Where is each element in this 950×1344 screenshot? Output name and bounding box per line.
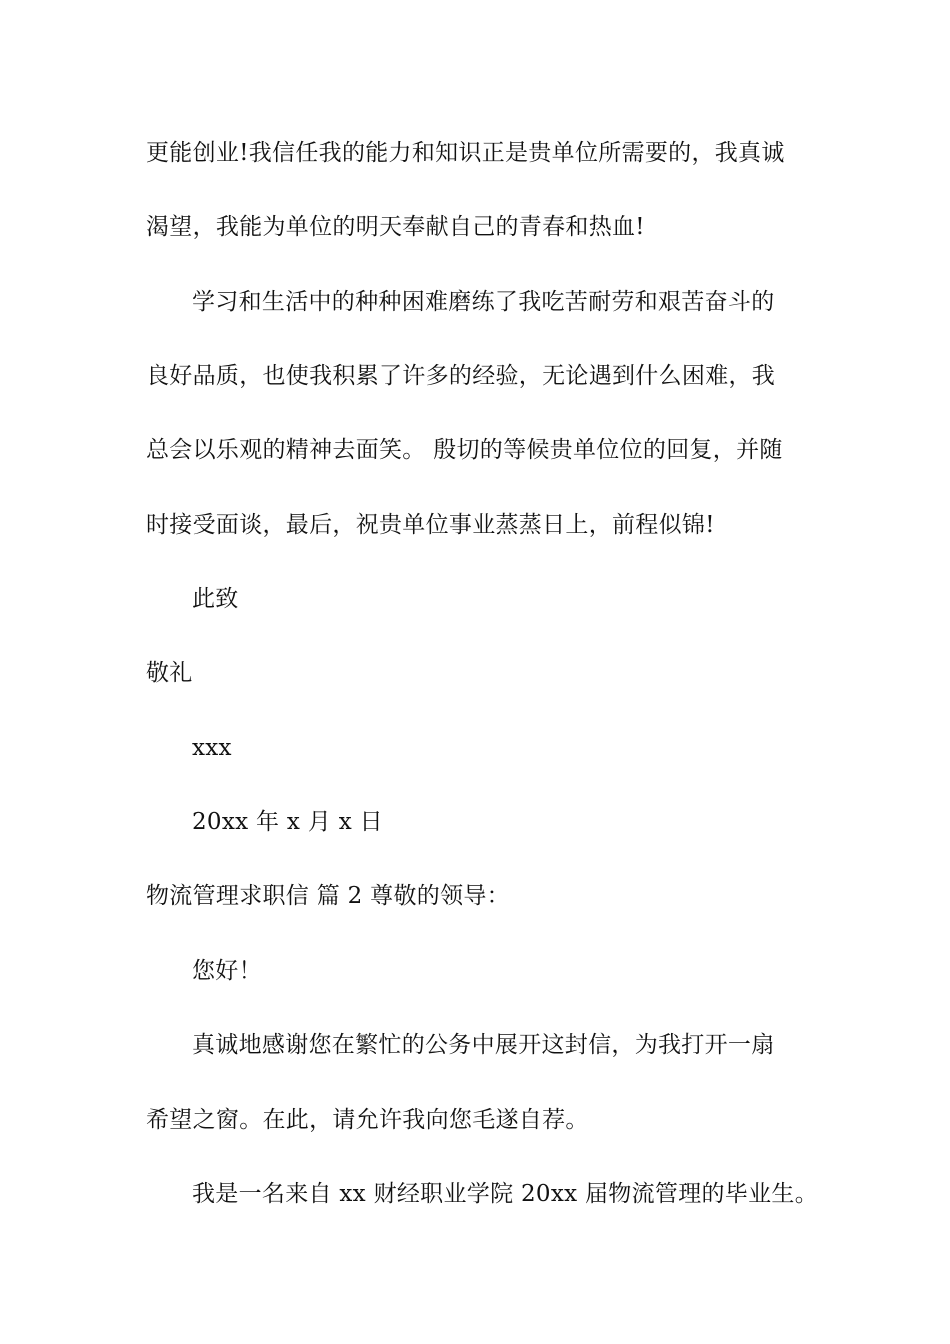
section-heading: 物流管理求职信 篇 2 尊敬的领导： (146, 883, 510, 909)
signature-name: xxx (192, 735, 232, 761)
closing-salutation: 此致 (192, 586, 239, 612)
paragraph-start-line: 真诚地感谢您在繁忙的公务中展开这封信，为我打开一扇 (192, 1032, 775, 1058)
greeting: 您好！ (192, 958, 262, 984)
text-line: 希望之窗。在此，请允许我向您毛遂自荐。 (146, 1107, 589, 1133)
paragraph-start-line: 我是一名来自 xx 财经职业学院 20xx 届物流管理的毕业生。 (192, 1181, 818, 1207)
paragraph-start-line: 学习和生活中的种种困难磨练了我吃苦耐劳和艰苦奋斗的 (192, 289, 775, 315)
text-line: 总会以乐观的精神去面笑。 殷切的等候贵单位位的回复，并随 (146, 437, 783, 463)
closing-regards: 敬礼 (146, 660, 193, 686)
text-line: 渴望，我能为单位的明天奉献自己的青春和热血! (146, 214, 645, 240)
text-line: 更能创业!我信任我的能力和知识正是贵单位所需要的，我真诚 (146, 140, 785, 166)
text-line: 时接受面谈，最后，祝贵单位事业蒸蒸日上，前程似锦! (146, 512, 715, 538)
signature-date: 20xx 年 x 月 x 日 (192, 809, 383, 835)
text-line: 良好品质，也使我积累了许多的经验，无论遇到什么困难，我 (146, 363, 776, 389)
